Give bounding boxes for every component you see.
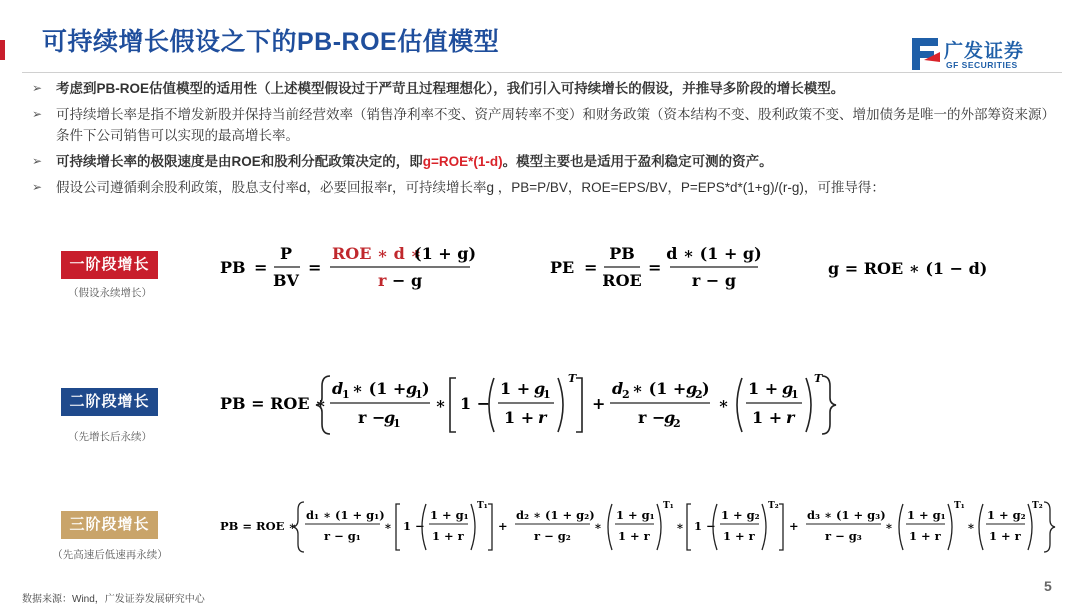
svg-text:∗: ∗ (718, 394, 730, 413)
formula-den: ROE (602, 271, 642, 290)
bullet-text: 。模型主要也是适用于盈利稳定可测的资产。 (502, 154, 773, 169)
svg-text:r −: r − (638, 408, 666, 427)
svg-text:d₁ ∗ (1 + g₁): d₁ ∗ (1 + g₁) (306, 508, 385, 522)
formula-num: P (279, 244, 293, 263)
svg-text:1 +: 1 + (748, 379, 779, 398)
svg-text:2: 2 (695, 388, 703, 401)
svg-text:1 + r: 1 + r (432, 529, 464, 543)
stage-note-3: （先高速后低速再永续） (52, 549, 168, 561)
svg-text:1: 1 (415, 388, 423, 401)
formula-stage1-g (828, 255, 998, 285)
svg-text:∗: ∗ (676, 519, 684, 533)
svg-text:1: 1 (393, 417, 401, 430)
svg-text:1: 1 (342, 388, 350, 401)
bullet-item (32, 177, 1057, 198)
svg-text:∗: ∗ (384, 519, 392, 533)
svg-text:r − g₃: r − g₃ (825, 529, 862, 543)
svg-text:1: 1 (543, 388, 551, 401)
svg-text:1 + g₁: 1 + g₁ (907, 508, 946, 522)
arrow-bullet-icon: ➢ (32, 81, 43, 95)
svg-text:1 −: 1 − (460, 394, 491, 413)
svg-text:∗: ∗ (435, 394, 447, 413)
svg-text:r − g₁: r − g₁ (324, 529, 361, 543)
bullet-text: 可持续增长率是指不增发新股并保持当前经营效率（销售净利率不变、资产周转率不变）和财务政策（资本结构不变、股利政策不变、增加债务是唯一的外部筹资来源）条件下公司销售可以实现的最高增长率。 (56, 107, 1055, 143)
formula-eq: = (254, 258, 268, 277)
formula-stage1-pb (220, 240, 490, 300)
formula-num: PB (609, 244, 635, 263)
svg-text:∗ (1 +: ∗ (1 + (632, 379, 687, 398)
formula-lhs: PB = ROE ∗ (220, 519, 297, 533)
svg-text:2: 2 (622, 388, 630, 401)
arrow-bullet-icon: ➢ (32, 107, 43, 121)
svg-text:1 + g₂: 1 + g₂ (987, 508, 1026, 522)
logo-mark-icon (906, 34, 942, 74)
svg-text:1 +: 1 + (500, 379, 531, 398)
svg-text:T₂: T₂ (1032, 501, 1043, 511)
svg-text:1 −: 1 − (403, 519, 425, 533)
svg-text:1 + r: 1 + r (723, 529, 755, 543)
header-divider (22, 72, 1062, 73)
page-number: 5 (1044, 578, 1052, 594)
formula-g: g = ROE ∗ (1 − d) (828, 259, 988, 278)
svg-text:∗ (1 +: ∗ (1 + (352, 379, 407, 398)
svg-text:1 + r: 1 + r (909, 529, 941, 543)
formula-lhs: PE (550, 258, 575, 277)
svg-text:∗: ∗ (885, 519, 893, 533)
svg-text:T₁: T₁ (663, 501, 674, 511)
svg-text:d: d (332, 379, 344, 398)
formula-den-red: r (378, 271, 387, 290)
stage-note-2: （先增长后永续） (68, 431, 152, 443)
svg-text:r: r (786, 408, 795, 427)
page-title: 可持续增长假设之下的PB-ROE估值模型 (42, 28, 500, 56)
svg-text:+: + (498, 519, 508, 533)
formula-lhs: PB = ROE ∗ (220, 394, 327, 413)
svg-text:1 +: 1 + (504, 408, 535, 427)
svg-text:): ) (702, 379, 710, 398)
source-note: 数据来源：Wind，广发证券发展研究中心 (22, 594, 205, 605)
svg-text:T: T (814, 372, 823, 385)
bullet-item (32, 104, 1057, 146)
arrow-bullet-icon: ➢ (32, 154, 43, 168)
svg-text:T₂: T₂ (768, 501, 779, 511)
formula-lhs: PB (220, 258, 246, 277)
bullet-item (32, 78, 1057, 99)
formula-num-red: ROE ∗ d ∗ (332, 244, 422, 263)
svg-text:1 + g₂: 1 + g₂ (721, 508, 760, 522)
svg-text:2: 2 (673, 417, 681, 430)
formula-stage3-body (220, 501, 1055, 552)
svg-text:T: T (568, 372, 577, 385)
logo-text-en: GF SECURITIES (946, 60, 1018, 70)
svg-text:d₃ ∗ (1 + g₃): d₃ ∗ (1 + g₃) (807, 508, 886, 522)
formula-stage2-body (220, 372, 836, 434)
formula-den: r − g (691, 271, 737, 290)
svg-text:d₂ ∗ (1 + g₂): d₂ ∗ (1 + g₂) (516, 508, 595, 522)
left-accent-bar (0, 40, 5, 60)
svg-text:1 + r: 1 + r (618, 529, 650, 543)
svg-text:1 + g₁: 1 + g₁ (430, 508, 469, 522)
formula-eq: = (584, 258, 598, 277)
company-logo (906, 34, 1046, 76)
formula-stage2 (220, 368, 840, 438)
svg-text:1 +: 1 + (752, 408, 783, 427)
formula-stage1-pe (550, 240, 770, 300)
svg-text:g: g (534, 379, 546, 398)
bullet-list (32, 78, 1057, 203)
bullet-text: 考虑到PB-ROE估值模型的适用性（上述模型假设过于严苛且过程理想化），我们引入可持续增长的假设，并推导多阶段的增长模型。 (56, 81, 845, 96)
bullet-text: 可持续增长率的极限速度是由ROE和股利分配政策决定的，即 (56, 154, 423, 169)
svg-text:r − g₂: r − g₂ (534, 529, 571, 543)
formula-den: − g (392, 271, 423, 290)
stage-badge-1: 一阶段增长 (61, 251, 158, 279)
stage-note-1: （假设永续增长） (68, 287, 152, 299)
svg-text:1 + r: 1 + r (989, 529, 1021, 543)
svg-text:T₁: T₁ (954, 501, 965, 511)
logo-text-cn: 广发证券 (944, 41, 1025, 62)
svg-text:r −: r − (358, 408, 386, 427)
svg-text:1 −: 1 − (694, 519, 716, 533)
bullet-highlight: g=ROE*(1-d) (422, 154, 503, 169)
formula-den: BV (273, 271, 299, 290)
svg-text:g: g (782, 379, 794, 398)
svg-text:1: 1 (791, 388, 799, 401)
bullet-item (32, 151, 1057, 172)
arrow-bullet-icon: ➢ (32, 180, 43, 194)
bullet-text: 假设公司遵循剩余股利政策，股息支付率d，必要回报率r，可持续增长率g ，PB=P/BV，ROE=EPS/BV，P=EPS*d*(1+g)/(r-g)，可推导得： (56, 180, 885, 195)
svg-text:+: + (592, 394, 606, 413)
formula-eq: = (308, 258, 322, 277)
svg-text:g: g (406, 379, 418, 398)
svg-text:∗: ∗ (594, 519, 602, 533)
svg-text:d: d (612, 379, 624, 398)
stage-badge-3: 三阶段增长 (61, 511, 158, 539)
formula-num: (1 + g) (414, 244, 477, 263)
formula-eq: = (648, 258, 662, 277)
stage-badge-2: 二阶段增长 (61, 388, 158, 416)
svg-text:+: + (789, 519, 799, 533)
svg-text:): ) (422, 379, 430, 398)
svg-text:g: g (686, 379, 698, 398)
svg-text:g: g (384, 408, 396, 427)
svg-text:T₁: T₁ (477, 501, 488, 511)
svg-text:r: r (538, 408, 547, 427)
formula-stage3 (220, 496, 1060, 556)
svg-text:g: g (664, 408, 676, 427)
svg-text:1 + g₁: 1 + g₁ (616, 508, 655, 522)
formula-num: d ∗ (1 + g) (666, 244, 762, 263)
svg-text:∗: ∗ (967, 519, 975, 533)
